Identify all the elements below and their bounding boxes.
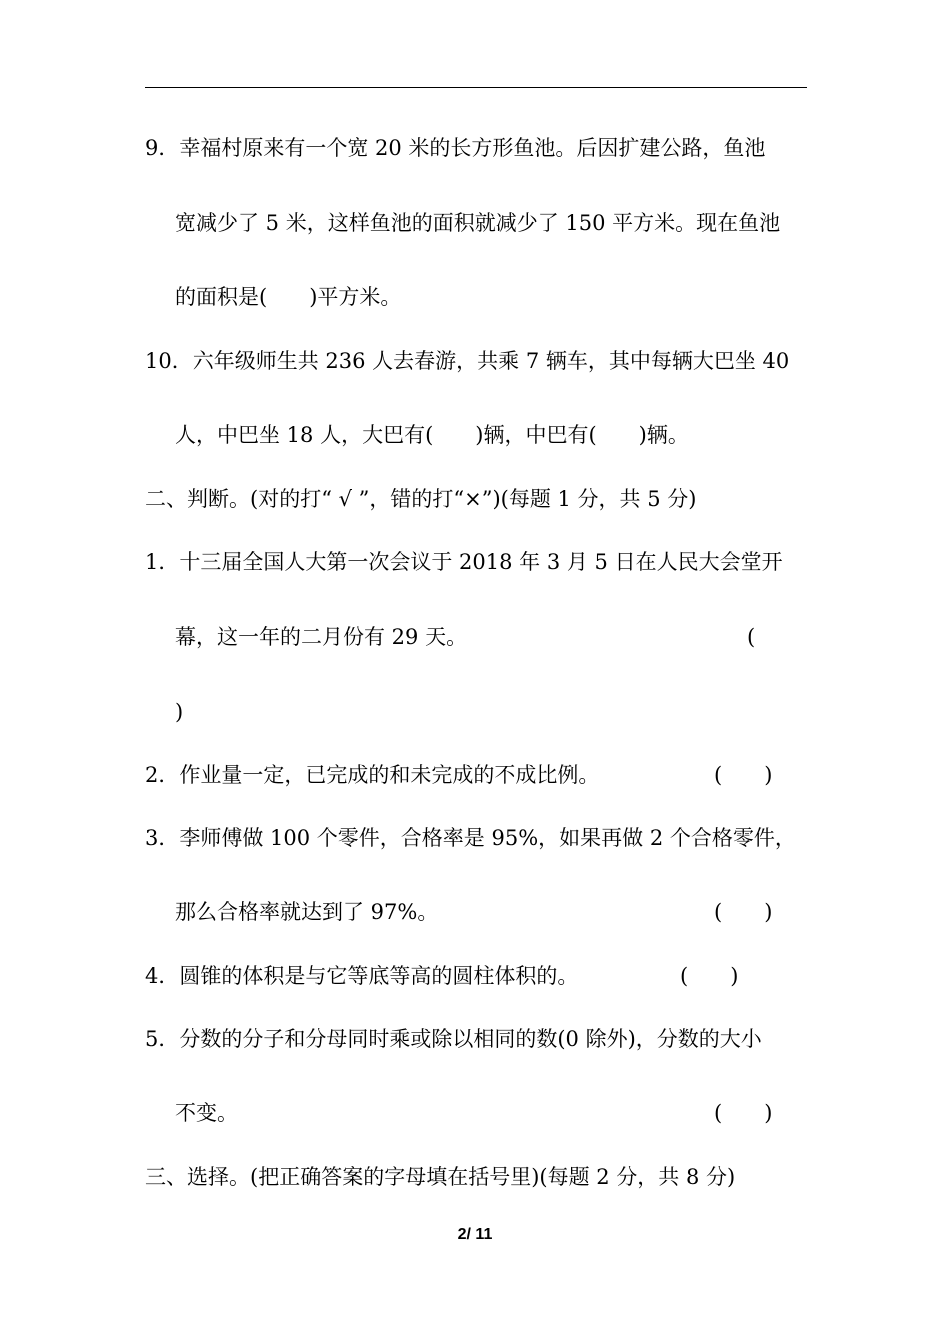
q9-line-3: 的面积是( )平方米。 — [175, 285, 402, 309]
judge-5-line-2: 不变。 — [175, 1101, 238, 1125]
judge-4-answer-paren: ( ) — [680, 964, 739, 988]
judge-1-line-1: 1．十三届全国人大第一次会议于 2018 年 3 月 5 日在人民大会堂开 — [145, 550, 783, 574]
judge-1-answer-paren-open: ( — [747, 625, 756, 649]
q9-line-1: 9．幸福村原来有一个宽 20 米的长方形鱼池。后因扩建公路，鱼池 — [145, 136, 766, 160]
section-2-title: 二、判断。(对的打“ √ ”，错的打“×”)(每题 1 分，共 5 分) — [145, 487, 697, 511]
judge-1-answer-paren-close: ) — [175, 700, 184, 724]
judge-5-line-1: 5．分数的分子和分母同时乘或除以相同的数(0 除外)，分数的大小 — [145, 1027, 762, 1051]
judge-3-answer-paren: ( ) — [714, 900, 773, 924]
section-3-title: 三、选择。(把正确答案的字母填在括号里)(每题 2 分，共 8 分) — [145, 1165, 736, 1189]
q9-line-2: 宽减少了 5 米，这样鱼池的面积就减少了 150 平方米。现在鱼池 — [175, 211, 781, 235]
judge-4-text: 4．圆锥的体积是与它等底等高的圆柱体积的。 — [145, 964, 579, 988]
judge-1-line-2: 幕，这一年的二月份有 29 天。 — [175, 625, 468, 649]
header-rule — [145, 87, 807, 88]
page-number: 2/ 11 — [457, 1226, 493, 1243]
judge-3-line-1: 3．李师傅做 100 个零件，合格率是 95%，如果再做 2 个合格零件， — [145, 826, 796, 850]
judge-5-answer-paren: ( ) — [714, 1101, 773, 1125]
judge-2-answer-paren: ( ) — [714, 763, 773, 787]
q10-line-2: 人，中巴坐 18 人，大巴有( )辆，中巴有( )辆。 — [175, 423, 689, 447]
q10-line-1: 10．六年级师生共 236 人去春游，共乘 7 辆车，其中每辆大巴坐 40 — [145, 349, 790, 373]
judge-3-line-2: 那么合格率就达到了 97%。 — [175, 900, 439, 924]
judge-2-text: 2．作业量一定，已完成的和未完成的不成比例。 — [145, 763, 600, 787]
